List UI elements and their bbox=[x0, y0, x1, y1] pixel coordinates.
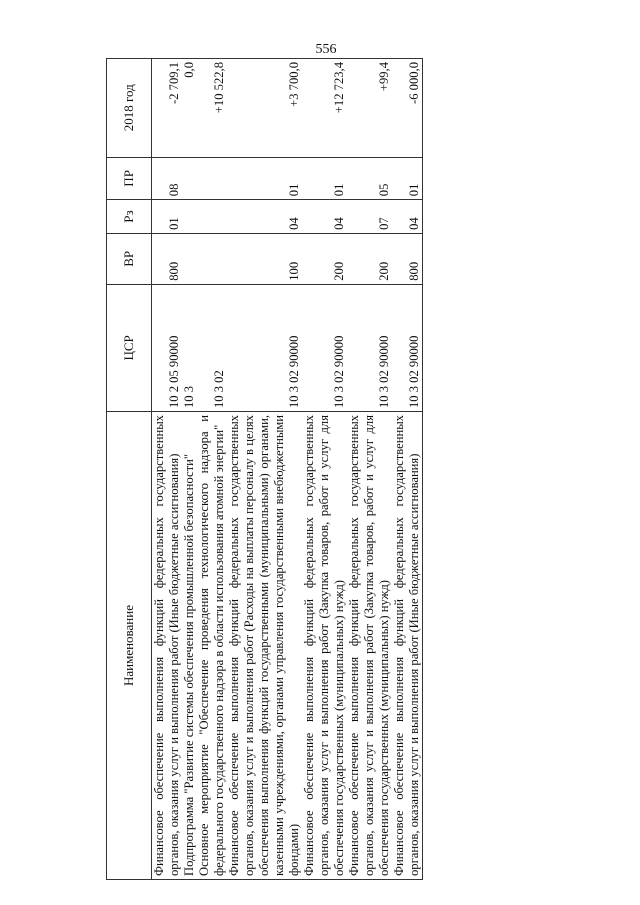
row-pr bbox=[182, 157, 197, 200]
row-csr: 10 2 05 90000 bbox=[152, 284, 183, 411]
table-header-row bbox=[107, 59, 152, 880]
header-vr: ВР bbox=[107, 233, 152, 284]
row-name: Финансовое обеспечение выполнения функций федеральных государственных органов, оказания услуг и выполнения работ (Закупка товаров, работ и услуг для обеспечения государственных (муниципальных) нужд) bbox=[302, 412, 347, 880]
row-pr: 01 bbox=[227, 157, 302, 200]
row-pr: 05 bbox=[347, 157, 392, 200]
row-pr bbox=[197, 157, 227, 200]
row-csr: 10 3 02 90000 bbox=[392, 284, 423, 411]
row-amount: +10 522,8 bbox=[197, 59, 227, 158]
table-row bbox=[392, 59, 423, 880]
row-csr: 10 3 02 90000 bbox=[302, 284, 347, 411]
table-row bbox=[302, 59, 347, 880]
row-rz: 07 bbox=[347, 200, 392, 234]
row-amount: 0,0 bbox=[182, 59, 197, 158]
row-amount: +12 723,4 bbox=[302, 59, 347, 158]
row-amount: -2 709,1 bbox=[152, 59, 183, 158]
row-name: Финансовое обеспечение выполнения функций федеральных государственных органов, оказания услуг и выполнения работ (Иные бюджетные ассигнования) bbox=[152, 412, 183, 880]
row-csr: 10 3 02 90000 bbox=[347, 284, 392, 411]
row-amount: -6 000,0 bbox=[392, 59, 423, 158]
row-name: Финансовое обеспечение выполнения функций федеральных государственных органов, оказания услуг и выполнения работ (Закупка товаров, работ и услуг для обеспечения государственных (муниципальных) нужд) bbox=[347, 412, 392, 880]
row-rz bbox=[182, 200, 197, 234]
page-number: 556 bbox=[315, 42, 337, 57]
row-name: Финансовое обеспечение выполнения функций федеральных государственных органов, оказания услуг и выполнения работ (Расходы на выплаты персоналу в целях обеспечения выполнения функций государственными (муниципальными) органами, казенными учреждениями, органами управления государственными внебюджетными фондами) bbox=[227, 412, 302, 880]
row-vr bbox=[182, 233, 197, 284]
row-rz: 01 bbox=[152, 200, 183, 234]
header-csr: ЦСР bbox=[107, 284, 152, 411]
row-vr: 100 bbox=[227, 233, 302, 284]
row-amount: +3 700,0 bbox=[227, 59, 302, 158]
row-name: Основное мероприятие "Обеспечение проведения технологического надзора и федерального государственного надзора в области использования атомной энергии" bbox=[197, 412, 227, 880]
row-pr: 01 bbox=[302, 157, 347, 200]
row-vr bbox=[197, 233, 227, 284]
table-row bbox=[197, 59, 227, 880]
row-rz bbox=[197, 200, 227, 234]
rotated-page-content bbox=[106, 58, 606, 880]
row-vr: 200 bbox=[302, 233, 347, 284]
row-vr: 200 bbox=[347, 233, 392, 284]
row-rz: 04 bbox=[392, 200, 423, 234]
table-row bbox=[182, 59, 197, 880]
row-rz: 04 bbox=[227, 200, 302, 234]
row-csr: 10 3 02 bbox=[197, 284, 227, 411]
row-vr: 800 bbox=[152, 233, 183, 284]
header-pr: ПР bbox=[107, 157, 152, 200]
header-rz: Рз bbox=[107, 200, 152, 234]
header-amount: 2018 год bbox=[107, 59, 152, 158]
row-amount: +99,4 bbox=[347, 59, 392, 158]
row-name: Финансовое обеспечение выполнения функций федеральных государственных органов, оказания услуг и выполнения работ (Иные бюджетные ассигнования) bbox=[392, 412, 423, 880]
budget-table bbox=[106, 58, 423, 880]
row-rz: 04 bbox=[302, 200, 347, 234]
row-pr: 08 bbox=[152, 157, 183, 200]
table-row bbox=[152, 59, 183, 880]
row-csr: 10 3 02 90000 bbox=[227, 284, 302, 411]
header-name: Наименование bbox=[107, 412, 152, 880]
row-name: Подпрограмма "Развитие системы обеспечения промышленной безопасности" bbox=[182, 412, 197, 880]
row-vr: 800 bbox=[392, 233, 423, 284]
row-csr: 10 3 bbox=[182, 284, 197, 411]
table-row bbox=[227, 59, 302, 880]
table-row bbox=[347, 59, 392, 880]
row-pr: 01 bbox=[392, 157, 423, 200]
